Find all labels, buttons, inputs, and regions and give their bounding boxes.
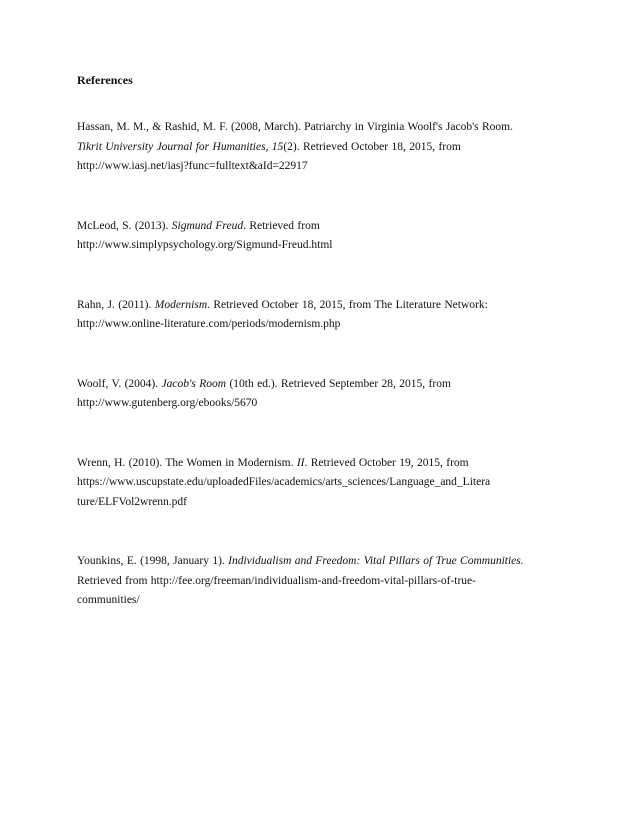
reference-text: Wrenn, H. (2010). The Women in Modernism. xyxy=(77,456,297,469)
reference-entry xyxy=(77,296,567,335)
reference-line xyxy=(77,138,567,158)
reference-line xyxy=(77,473,567,493)
reference-line xyxy=(77,394,567,414)
reference-italic-text: II xyxy=(296,456,305,469)
reference-entry xyxy=(77,454,567,513)
reference-text: Rahn, J. (2011). xyxy=(77,298,155,311)
reference-line xyxy=(77,118,567,138)
reference-line xyxy=(77,572,567,592)
reference-line xyxy=(77,217,567,237)
reference-line xyxy=(77,493,567,513)
reference-italic-text: Individualism and Freedom: Vital Pillars of True Communities. xyxy=(228,555,524,567)
reference-text: https://www.uscupstate.edu/uploadedFiles/academics/arts_sciences/Language_and_Litera xyxy=(77,476,491,488)
reference-line xyxy=(77,315,567,335)
reference-text: Hassan, M. M., & Rashid, M. F. (2008, March). Patriarchy in Virginia Woolf's Jacob's Room. xyxy=(77,121,513,133)
reference-line xyxy=(77,552,567,572)
reference-line xyxy=(77,591,567,611)
reference-text: (10th ed.). Retrieved September 28, 2015, from xyxy=(226,377,451,390)
reference-line xyxy=(77,236,567,256)
reference-text: Younkins, E. (1998, January 1). xyxy=(77,555,229,567)
reference-text: Woolf, V. (2004). xyxy=(77,377,162,390)
reference-text: McLeod, S. (2013). xyxy=(77,219,172,232)
reference-italic-text: Tikrit University Journal for Humanities, 15 xyxy=(77,140,284,153)
reference-entry xyxy=(77,118,567,177)
reference-line xyxy=(77,375,567,395)
reference-line xyxy=(77,157,567,177)
reference-italic-text: Modernism xyxy=(154,298,208,311)
reference-list xyxy=(77,118,567,651)
reference-italic-text: Sigmund Freud xyxy=(171,219,244,232)
reference-entry xyxy=(77,552,567,611)
reference-italic-text: Jacob's Room xyxy=(161,377,227,390)
reference-text: . Retrieved October 19, 2015, from xyxy=(304,456,469,469)
reference-text: Retrieved from http://fee.org/freeman/individualism-and-freedom-vital-pillars-of-true- xyxy=(77,574,476,587)
reference-text: . Retrieved October 18, 2015, from The Literature Network: xyxy=(207,298,488,311)
reference-text: ture/ELFVol2wrenn.pdf xyxy=(77,495,187,508)
reference-text: http://www.gutenberg.org/ebooks/5670 xyxy=(77,397,258,409)
reference-text: http://www.simplypsychology.org/Sigmund-Freud.html xyxy=(77,239,333,251)
reference-text: http://www.iasj.net/iasj?func=fulltext&aId=22917 xyxy=(77,160,308,172)
reference-line xyxy=(77,454,567,474)
reference-line xyxy=(77,296,567,316)
reference-entry xyxy=(77,217,567,256)
reference-text: . Retrieved from xyxy=(243,219,320,232)
reference-text: http://www.online-literature.com/periods/modernism.php xyxy=(77,318,341,330)
reference-entry xyxy=(77,375,567,414)
reference-text: (2). Retrieved October 18, 2015, from xyxy=(283,140,461,153)
reference-text: communities/ xyxy=(77,594,140,606)
references-heading: References xyxy=(77,73,133,87)
